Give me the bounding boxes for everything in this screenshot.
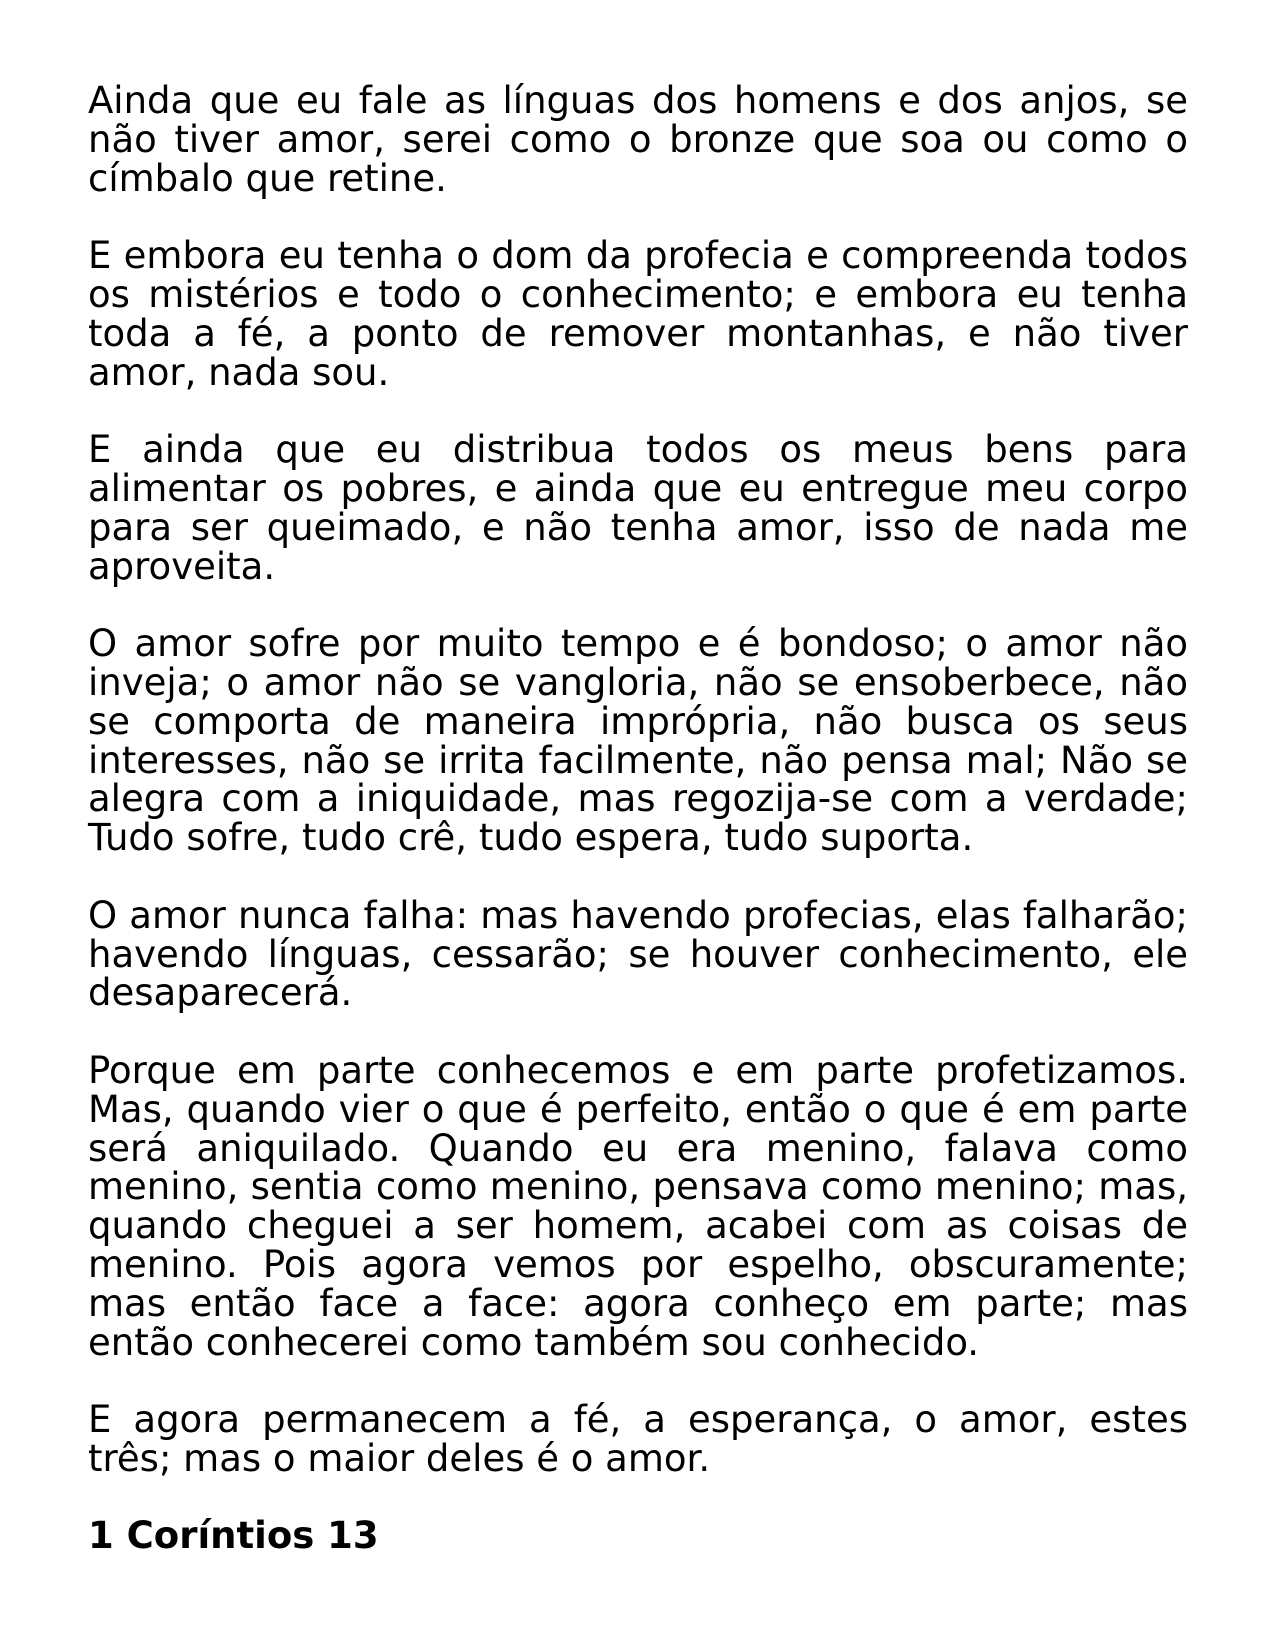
paragraph-5: O amor nunca falha: mas havendo profecias, elas falharão; havendo línguas, cessarão; se houver conhecimento, ele desaparecerá.	[88, 893, 1188, 1015]
paragraph-6: Porque em parte conhecemos e em parte profetizamos. Mas, quando vier o que é perfeito, então o que é em parte será aniquilado. Quando eu era menino, falava como menino, sentia como menino, pensava como menino; mas, quando cheguei a ser homem, acabei com as coisas de menino. Pois agora vemos por espelho, obscuramente; mas então face a face: agora conheço em parte; mas então conhecerei como também sou conhecido.	[88, 1048, 1188, 1364]
paragraph-1: Ainda que eu fale as línguas dos homens e dos anjos, se não tiver amor, serei como o bronze que soa ou como o címbalo que retine.	[88, 79, 1188, 200]
scripture-reference: 1 Coríntios 13	[88, 1514, 379, 1558]
paragraph-3: E ainda que eu distribua todos os meus bens para alimentar os pobres, e ainda que eu entregue meu corpo para ser queimado, e não tenha amor, isso de nada me aproveita.	[88, 428, 1188, 588]
paragraph-7: E agora permanecem a fé, a esperança, o amor, estes três; mas o maior deles é o amor.	[88, 1398, 1188, 1480]
paragraph-2: E embora eu tenha o dom da profecia e compreenda todos os mistérios e todo o conhecimento; e embora eu tenha toda a fé, a ponto de remover montanhas, e não tiver amor, nada sou.	[88, 234, 1188, 394]
document-page	[88, 79, 1188, 1558]
paragraph-4: O amor sofre por muito tempo e é bondoso; o amor não inveja; o amor não se vangloria, não se ensoberbece, não se comporta de maneira imprópria, não busca os seus interesses, não se irrita facilmente, não pensa mal; Não se alegra com a iniquidade, mas regozija-se com a verdade; Tudo sofre, tudo crê, tudo espera, tudo suporta.	[88, 622, 1188, 860]
